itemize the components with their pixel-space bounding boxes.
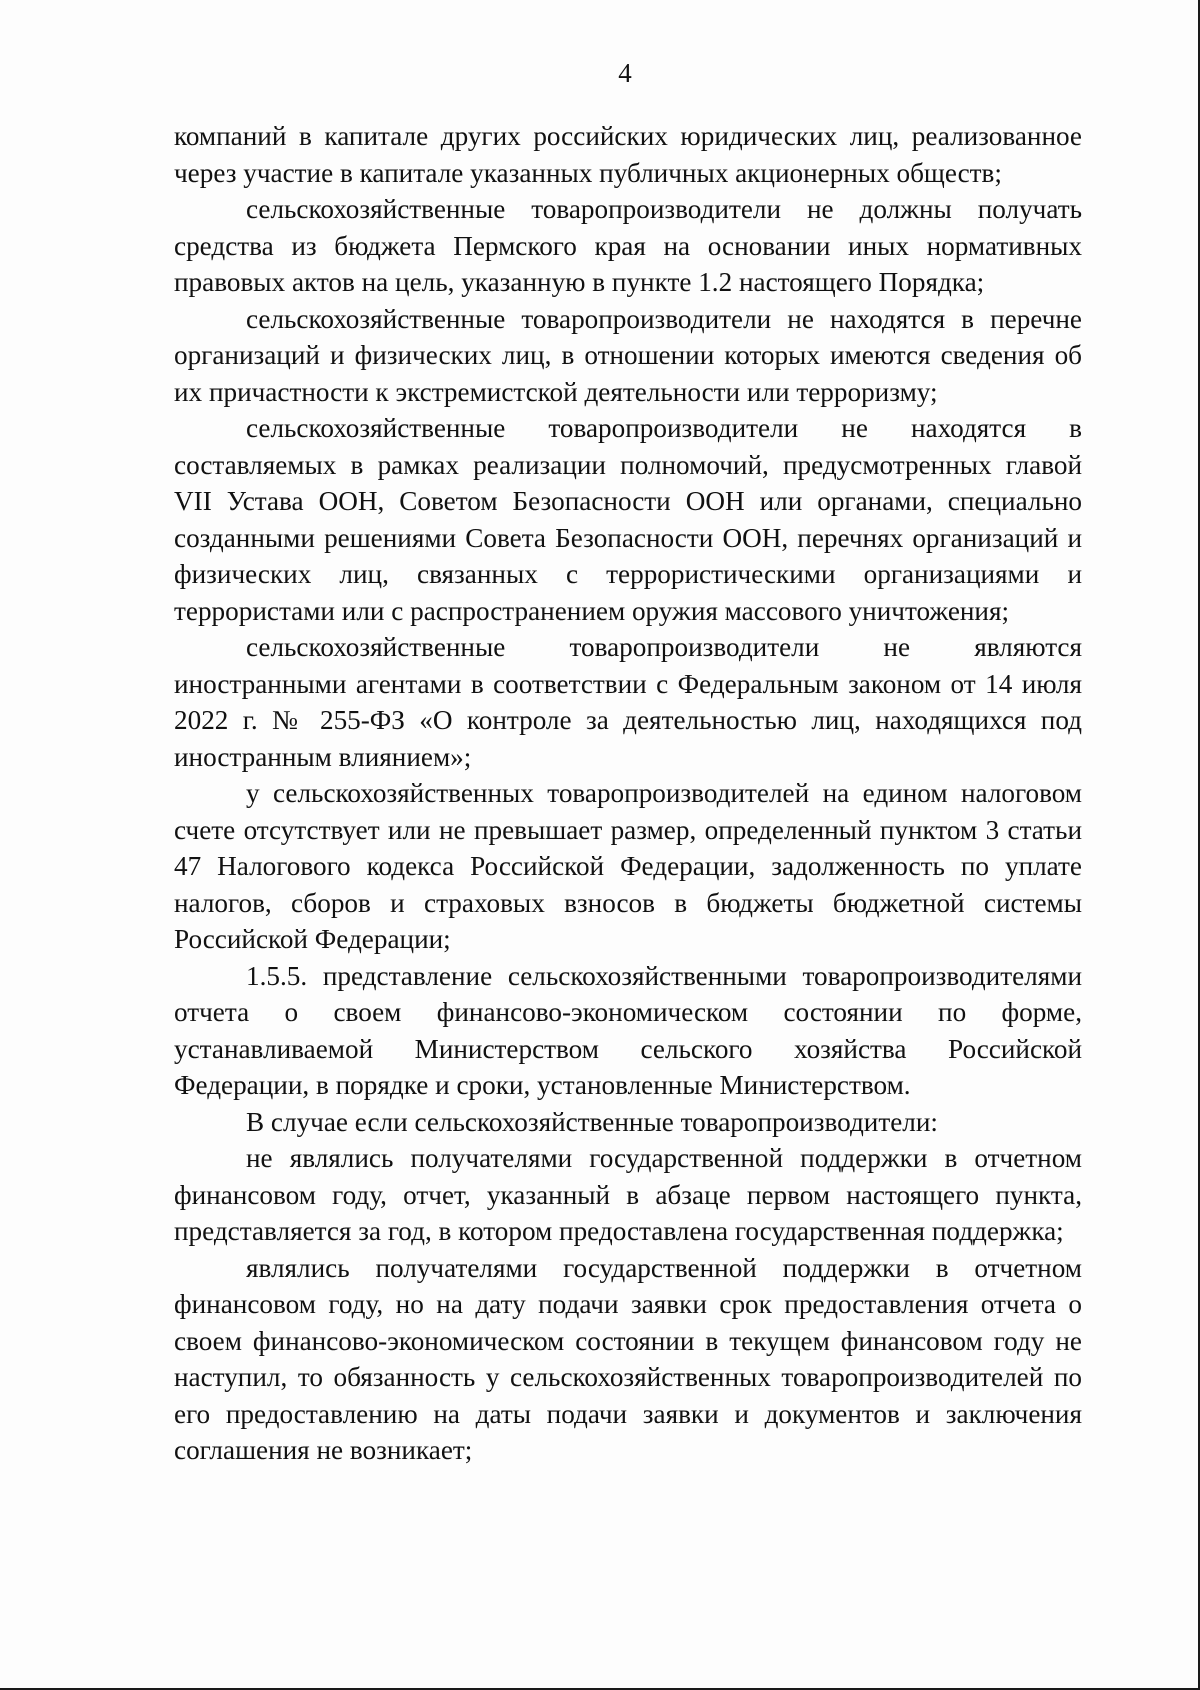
- paragraph-2: сельскохозяйственные товаропроизводители не должны получать средства из бюджета Пермского края на основании иных нормативных правовых актов на цель, указанную в пункте 1.2 настоящего Порядка;: [174, 194, 1082, 297]
- paragraph-8: В случае если сельскохозяйственные товаропроизводители:: [246, 1106, 938, 1137]
- paragraph-9: не являлись получателями государственной поддержки в отчетном финансовом году, отчет, указанный в абзаце первом настоящего пункта, представляется за год, в котором предоставлена государственная поддержка;: [174, 1143, 1082, 1246]
- paragraph-10: являлись получателями государственной поддержки в отчетном финансовом году, но на дату подачи заявки срок предоставления отчета о своем финансово-экономическом состоянии в текущем финансовом году не наступил, то обязанность у сельскохозяйственных товаропроизводителей по его предоставлению на даты подачи заявки и документов и заключения соглашения не возникает;: [174, 1252, 1082, 1465]
- paragraph-6: у сельскохозяйственных товаропроизводителей на едином налоговом счете отсутствует или не превышает размер, определенный пунктом 3 статьи 47 Налогового кодекса Российской Федерации, задолженность по уплате налогов, сборов и страховых взносов в бюджеты бюджетной системы Российской Федерации;: [174, 778, 1082, 954]
- paragraph-3: сельскохозяйственные товаропроизводители не находятся в перечне организаций и физических лиц, в отношении которых имеются сведения об их причастности к экстремистской деятельности или терроризму;: [174, 303, 1082, 407]
- paragraph-4: сельскохозяйственные товаропроизводители не находятся в составляемых в рамках реализации полномочий, предусмотренных главой VII Устава ООН, Советом Безопасности ООН или органами, специально созданными решениями Совета Безопасности ООН, перечнях организаций и физических лиц, связанных с террористическими организациями и террористами или с распространением оружия массового уничтожения;: [174, 413, 1082, 626]
- page-number: 4: [618, 58, 632, 88]
- paragraph-7: 1.5.5. представление сельскохозяйственными товаропроизводителями отчета о своем финансово-экономическом состоянии по форме, устанавливаемой Министерством сельского хозяйства Российской Федерации, в порядке и сроки, установленные Министерством.: [174, 960, 1082, 1100]
- document-body: [174, 118, 1082, 1469]
- paragraph-5: сельскохозяйственные товаропроизводители не являются иностранными агентами в соответствии с Федеральным законом от 14 июля 2022 г. № 255-ФЗ «О контроле за деятельностью лиц, находящихся под иностранным влиянием»;: [174, 632, 1082, 772]
- paragraph-1: компаний в капитале других российских юридических лиц, реализованное через участие в капитале указанных публичных акционерных обществ;: [174, 121, 1082, 188]
